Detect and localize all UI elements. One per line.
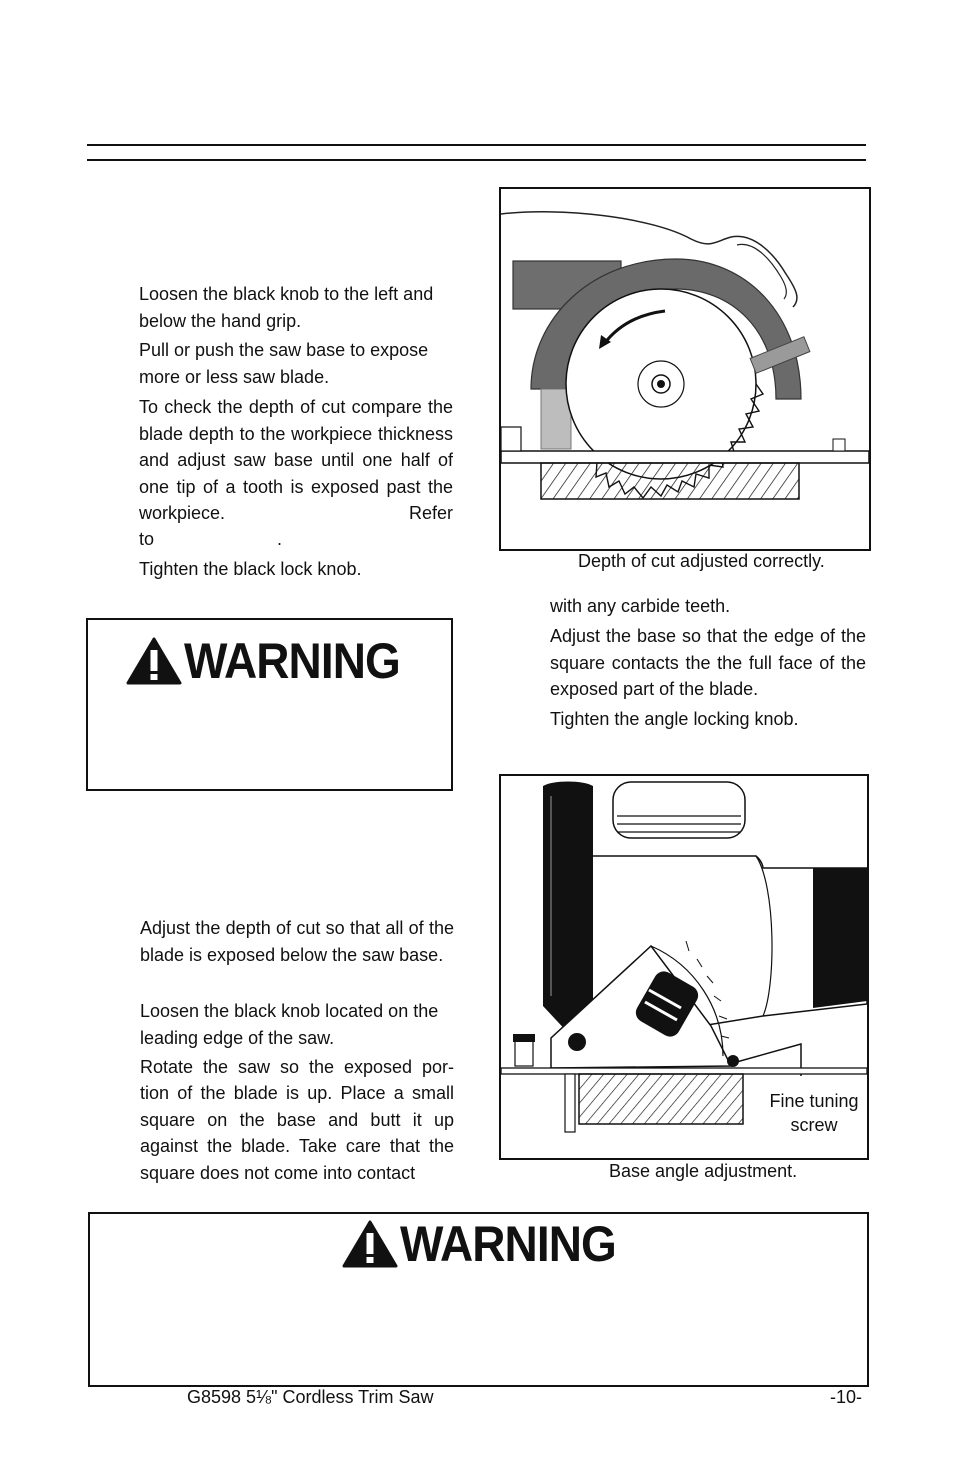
depth-step-1: Loosen the black knob to the left and below the hand grip. (139, 284, 434, 331)
depth-step-2: Pull or push the saw base to expose more or less saw blade. (139, 340, 429, 387)
callout-screw: screw (790, 1115, 838, 1135)
header-rule-bottom (87, 159, 866, 161)
depth-figure-caption: Depth of cut adjusted correctly. (578, 551, 825, 571)
angle-step-3: Rotate the saw so the exposed por- (140, 1057, 454, 1077)
angle-step-continued: with any carbide teeth. (550, 596, 731, 616)
angle-step-3-cont: tion of the blade is up. Place a small square on the base and butt it up against the blade. Take care that the square does not come into contact (140, 1083, 454, 1183)
depth-figure-frame (499, 187, 871, 551)
callout-fine-tuning: Fine tuning (769, 1091, 859, 1111)
footer-page-number: -10- (830, 1387, 863, 1407)
warning-box-large (88, 1212, 869, 1387)
footer-model: G8598 5⅛" Cordless Trim Saw (187, 1387, 434, 1407)
angle-step-tighten: Tighten the angle locking knob. (550, 709, 799, 729)
exclamation-warning-icon-large (342, 1220, 398, 1268)
base-angle-illustration (501, 776, 867, 1158)
depth-step-4: Tighten the black lock knob. (139, 559, 362, 579)
warning-heading-small (126, 633, 419, 689)
header-rule-top (87, 144, 866, 146)
depth-step-3: To check the depth of cut compare the blade depth to the workpiece thickness and adjust saw base until one half of one tip of a tooth is exposed past the workpiece. Refer (139, 397, 453, 523)
depth-step-3-tail (139, 526, 282, 553)
refer-to-end: . (277, 529, 283, 549)
warning-box-small (86, 618, 453, 791)
warning-label-small: WARNING (184, 633, 400, 689)
angle-step-1: Adjust the depth of cut so that all of the blade is exposed below the saw base. (140, 918, 454, 965)
warning-label-large: WARNING (400, 1216, 616, 1272)
refer-to-word: to (139, 529, 155, 549)
angle-figure-caption: Base angle adjustment. (609, 1161, 798, 1181)
angle-step-adjust-base: Adjust the base so that the edge of the square contacts the the full face of the exposed part of the blade. (550, 626, 866, 699)
warning-heading-large (342, 1216, 635, 1272)
angle-figure-frame (499, 774, 869, 1160)
exclamation-warning-icon (126, 637, 182, 685)
angle-step-2: Loosen the black knob located on the leading edge of the saw. (140, 1001, 439, 1048)
depth-of-cut-illustration (501, 189, 869, 549)
